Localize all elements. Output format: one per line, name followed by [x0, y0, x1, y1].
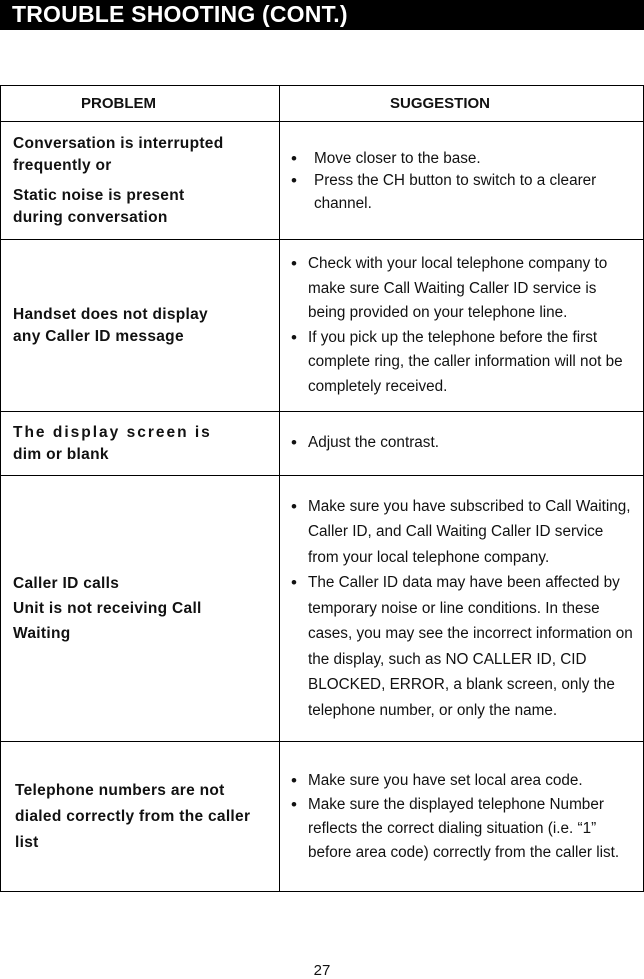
suggestion-item [288, 494, 637, 571]
problem-line: Telephone numbers are not [15, 781, 225, 799]
suggestion-cell [280, 240, 644, 412]
suggestion-cell [280, 122, 644, 240]
problem-line: Conversation is interrupted [13, 134, 224, 152]
problem-line: Caller ID calls [13, 575, 120, 592]
problem-line: dialed correctly from the caller [15, 807, 251, 825]
problem-column-header: PROBLEM [1, 86, 280, 122]
table-row [1, 476, 644, 742]
table-row [1, 412, 644, 476]
title-bar [0, 0, 644, 30]
suggestion-text: Make sure you have set local area code. [308, 771, 583, 789]
problem-cell [1, 742, 280, 892]
suggestion-item [288, 769, 637, 793]
bullet-icon: • [291, 149, 297, 169]
suggestion-cell [280, 412, 644, 476]
problem-line: Static noise is present [13, 186, 185, 204]
suggestion-cell [280, 476, 644, 742]
suggestion-text: Press the CH button to switch to a clearer channel. [314, 172, 597, 212]
suggestion-text: Make sure you have subscribed to Call Waiting, Caller ID, and Call Waiting Caller ID service from your local telephone company. [308, 497, 631, 566]
page-number: 27 [313, 962, 331, 979]
problem-line: during conversation [13, 208, 168, 226]
suggestion-item [288, 793, 637, 865]
problem-line: dim or blank [13, 445, 109, 463]
problem-cell [1, 412, 280, 476]
suggestion-text: The Caller ID data may have been affected by temporary noise or line conditions. In these cases, you may see the incorrect information on the display, such as NO CALLER ID, CID BLOCKED, ERROR, a blank screen, only the telephone number, or only the name. [308, 574, 633, 719]
bullet-icon: • [291, 770, 297, 790]
problem-cell [1, 240, 280, 412]
page-title: TROUBLE SHOOTING (CONT.) [12, 1, 348, 27]
troubleshooting-table [0, 85, 644, 892]
suggestion-item [288, 570, 637, 723]
suggestion-item [288, 148, 637, 170]
problem-line: Waiting [13, 625, 71, 642]
suggestion-cell [280, 742, 644, 892]
bullet-icon: • [291, 171, 297, 191]
table-row [1, 240, 644, 412]
table-row [1, 742, 644, 892]
spacer [13, 177, 275, 185]
table-header-row [1, 86, 644, 122]
bullet-icon: • [291, 327, 297, 347]
problem-line: any Caller ID message [13, 327, 184, 345]
suggestion-item [288, 252, 637, 326]
suggestion-item [288, 432, 637, 454]
suggestion-text: Check with your local telephone company to make sure Call Waiting Caller ID service is being provided on your telephone line. [308, 255, 608, 321]
bullet-icon: • [291, 794, 297, 814]
problem-line: frequently or [13, 156, 112, 174]
bullet-icon: • [291, 496, 297, 516]
problem-cell [1, 122, 280, 240]
problem-line: list [15, 833, 39, 851]
table-row [1, 122, 644, 240]
problem-line: The display screen is [13, 423, 212, 441]
suggestion-text: Adjust the contrast. [308, 434, 439, 452]
suggestion-text: Move closer to the base. [314, 150, 481, 168]
suggestion-item [288, 326, 637, 400]
problem-cell [1, 476, 280, 742]
bullet-icon: • [291, 573, 297, 593]
suggestion-text: If you pick up the telephone before the first complete ring, the caller information will not be completely received. [308, 328, 623, 395]
suggestion-item [288, 170, 637, 215]
bullet-icon: • [291, 433, 297, 453]
suggestion-text: Make sure the displayed telephone Number reflects the correct dialing situation (i.e. “1” before area code) correctly from the caller list. [308, 795, 620, 861]
problem-line: Handset does not display [13, 305, 208, 323]
problem-line: Unit is not receiving Call [13, 600, 202, 617]
suggestion-column-header: SUGGESTION [280, 86, 644, 122]
bullet-icon: • [291, 254, 297, 273]
